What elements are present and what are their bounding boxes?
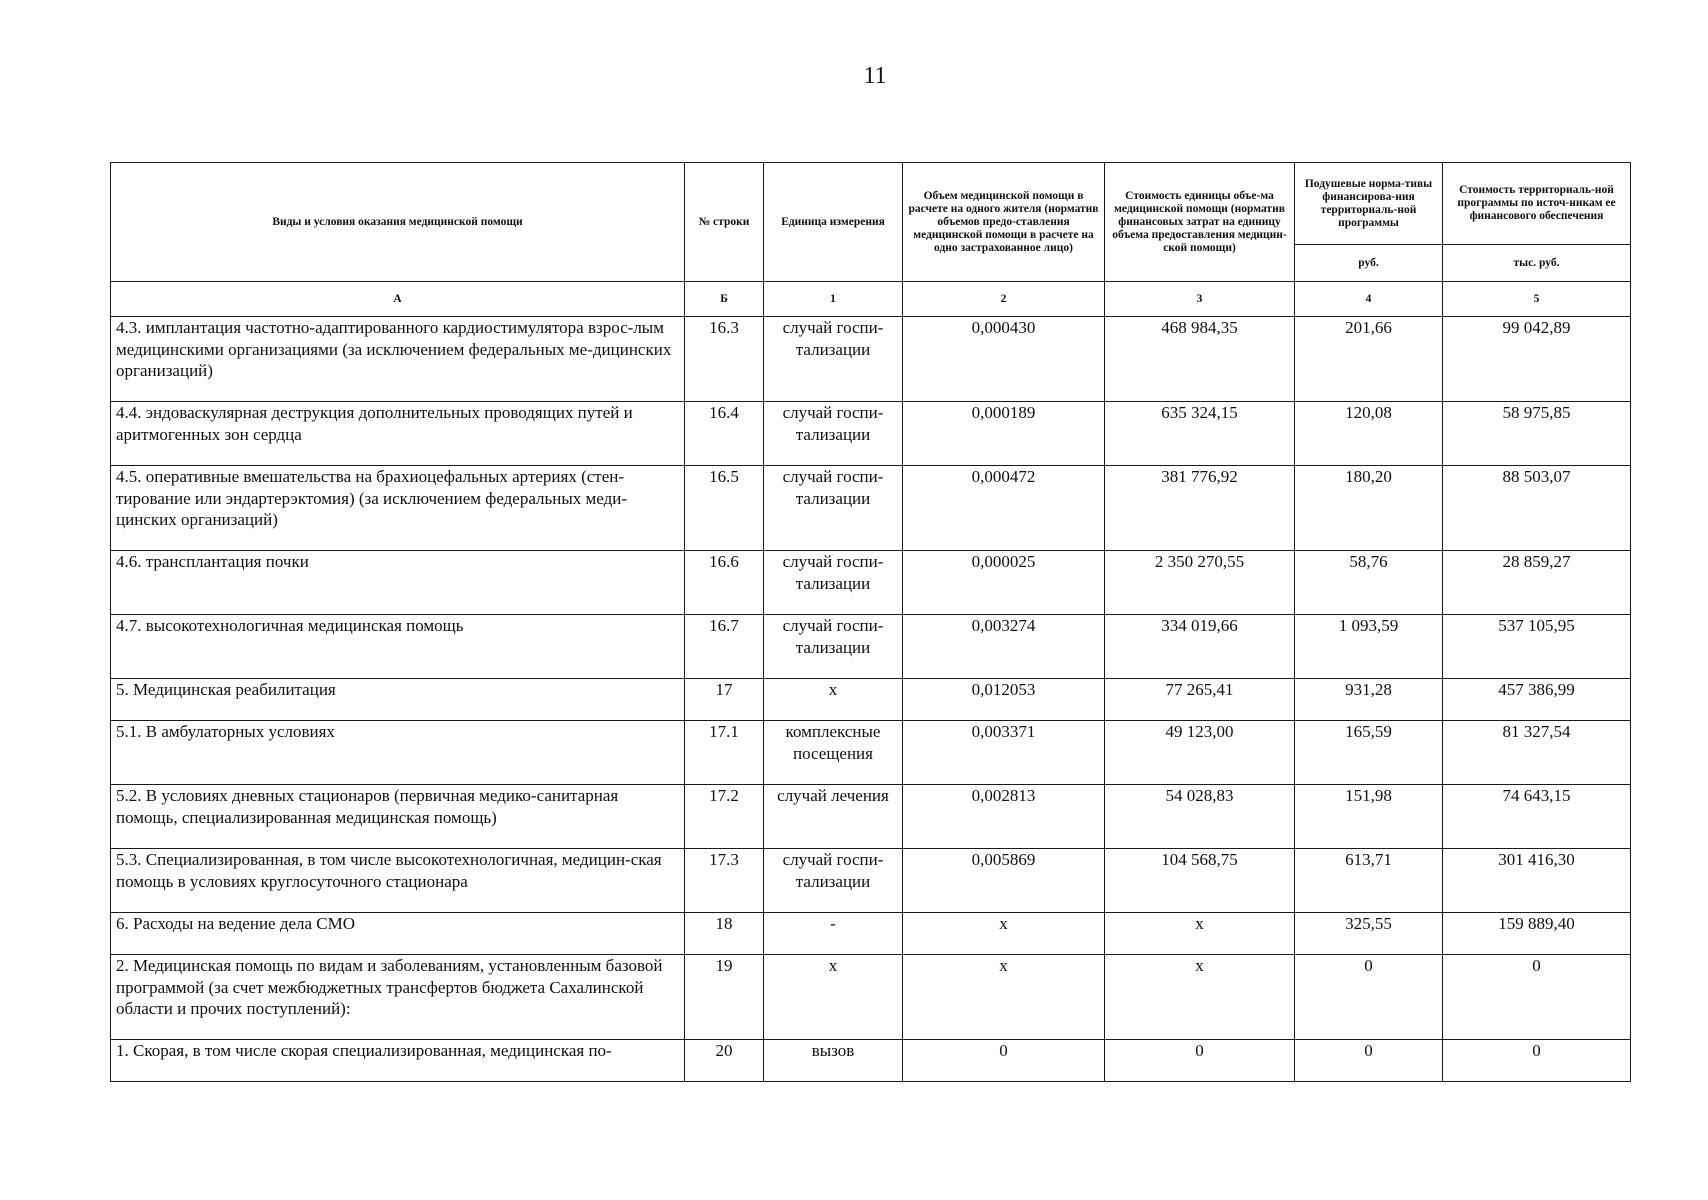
row-program-cost: 28 859,27 [1443,551,1631,615]
row-program-cost: 99 042,89 [1443,317,1631,402]
row-unit: вызов [764,1040,903,1082]
row-number: 17.2 [685,785,764,849]
row-cost: х [1105,955,1295,1040]
table-body [111,317,1631,1082]
row-per-capita: 613,71 [1295,849,1443,913]
row-unit: случай госпи-тализации [764,466,903,551]
row-cost: х [1105,913,1295,955]
row-program-cost: 301 416,30 [1443,849,1631,913]
column-index: 5 [1443,282,1631,317]
table-row [111,913,1631,955]
row-volume: 0,000189 [903,402,1105,466]
row-program-cost: 0 [1443,955,1631,1040]
row-unit: комплексные посещения [764,721,903,785]
row-name: 1. Скорая, в том числе скорая специализированная, медицинская по- [111,1040,685,1082]
table-row [111,615,1631,679]
row-unit: х [764,955,903,1040]
row-per-capita: 0 [1295,955,1443,1040]
row-cost: 468 984,35 [1105,317,1295,402]
row-volume: х [903,955,1105,1040]
table-row [111,785,1631,849]
table-row [111,721,1631,785]
row-name: 6. Расходы на ведение дела СМО [111,913,685,955]
row-program-cost: 74 643,15 [1443,785,1631,849]
row-number: 17.3 [685,849,764,913]
header-per-capita-unit: руб. [1295,245,1443,282]
row-number: 18 [685,913,764,955]
row-cost: 54 028,83 [1105,785,1295,849]
row-cost: 381 776,92 [1105,466,1295,551]
row-program-cost: 81 327,54 [1443,721,1631,785]
row-per-capita: 201,66 [1295,317,1443,402]
row-per-capita: 58,76 [1295,551,1443,615]
header-per-capita: Подушевые норма-тивы финансирова-ния территориаль-ной программы [1295,163,1443,245]
row-volume: 0,005869 [903,849,1105,913]
row-cost: 2 350 270,55 [1105,551,1295,615]
row-unit: случай госпи-тализации [764,402,903,466]
row-volume: 0,003274 [903,615,1105,679]
row-per-capita: 120,08 [1295,402,1443,466]
row-unit: случай госпи-тализации [764,317,903,402]
row-name: 5.2. В условиях дневных стационаров (первичная медико-санитарная помощь, специализированная медицинская помощь) [111,785,685,849]
table-row [111,679,1631,721]
row-program-cost: 457 386,99 [1443,679,1631,721]
row-number: 16.4 [685,402,764,466]
column-index: 2 [903,282,1105,317]
header-row-no: № строки [685,163,764,282]
header-kind: Виды и условия оказания медицинской помощи [111,163,685,282]
row-volume: 0,012053 [903,679,1105,721]
row-cost: 635 324,15 [1105,402,1295,466]
row-name: 2. Медицинская помощь по видам и заболеваниям, установленным базовой программой (за счет межбюджетных трансфертов бюджета Сахалинской области и прочих поступлений): [111,955,685,1040]
row-name: 4.3. имплантация частотно-адаптированного кардиостимулятора взрос-лым медицинскими организациями (за исключением федеральных ме-дицинских организаций) [111,317,685,402]
row-name: 5.1. В амбулаторных условиях [111,721,685,785]
table-row [111,955,1631,1040]
row-number: 20 [685,1040,764,1082]
row-number: 16.6 [685,551,764,615]
column-index: Б [685,282,764,317]
row-volume: 0,003371 [903,721,1105,785]
row-name: 4.6. трансплантация почки [111,551,685,615]
row-volume: 0,002813 [903,785,1105,849]
row-volume: 0,000025 [903,551,1105,615]
row-number: 17.1 [685,721,764,785]
page-number: 11 [863,63,887,89]
row-name: 5.3. Специализированная, в том числе высокотехнологичная, медицин-ская помощь в условиях круглосуточного стационара [111,849,685,913]
row-number: 19 [685,955,764,1040]
row-program-cost: 88 503,07 [1443,466,1631,551]
row-number: 16.5 [685,466,764,551]
header-unit: Единица измерения [764,163,903,282]
table-row [111,466,1631,551]
row-per-capita: 0 [1295,1040,1443,1082]
row-number: 16.3 [685,317,764,402]
row-unit: случай госпи-тализации [764,551,903,615]
row-per-capita: 325,55 [1295,913,1443,955]
row-per-capita: 180,20 [1295,466,1443,551]
row-cost: 49 123,00 [1105,721,1295,785]
financing-table [110,162,1631,1082]
row-number: 16.7 [685,615,764,679]
row-program-cost: 0 [1443,1040,1631,1082]
column-index: А [111,282,685,317]
row-program-cost: 159 889,40 [1443,913,1631,955]
row-unit: х [764,679,903,721]
row-unit: случай госпи-тализации [764,615,903,679]
column-index: 1 [764,282,903,317]
header-cost: Стоимость единицы объе-ма медицинской помощи (норматив финансовых затрат на единицу объема предоставления медицин-ской помощи) [1105,163,1295,282]
table-row [111,402,1631,466]
header-program-cost-unit: тыс. руб. [1443,245,1631,282]
table-row [111,317,1631,402]
table-header [111,163,1631,317]
row-name: 5. Медицинская реабилитация [111,679,685,721]
table-row [111,1040,1631,1082]
row-name: 4.5. оперативные вмешательства на брахиоцефальных артериях (стен-тирование или эндартерэктомия) (за исключением федеральных меди-цинских организаций) [111,466,685,551]
table-row [111,551,1631,615]
column-index-row [111,282,1631,317]
row-name: 4.4. эндоваскулярная деструкция дополнительных проводящих путей и аритмогенных зон сердца [111,402,685,466]
row-cost: 334 019,66 [1105,615,1295,679]
row-cost: 104 568,75 [1105,849,1295,913]
row-unit: - [764,913,903,955]
row-name: 4.7. высокотехнологичная медицинская помощь [111,615,685,679]
table-row [111,849,1631,913]
row-volume: 0,000472 [903,466,1105,551]
row-per-capita: 931,28 [1295,679,1443,721]
row-unit: случай лечения [764,785,903,849]
row-volume: 0,000430 [903,317,1105,402]
row-volume: х [903,913,1105,955]
row-number: 17 [685,679,764,721]
header-volume: Объем медицинской помощи в расчете на одного жителя (норматив объемов предо-ставления медицинской помощи в расчете на одно застрахованное лицо) [903,163,1105,282]
row-volume: 0 [903,1040,1105,1082]
row-per-capita: 151,98 [1295,785,1443,849]
row-per-capita: 1 093,59 [1295,615,1443,679]
row-unit: случай госпи-тализации [764,849,903,913]
row-cost: 77 265,41 [1105,679,1295,721]
column-index: 3 [1105,282,1295,317]
row-per-capita: 165,59 [1295,721,1443,785]
row-cost: 0 [1105,1040,1295,1082]
header-program-cost: Стоимость территориаль-ной программы по источ-никам ее финансового обеспечения [1443,163,1631,245]
row-program-cost: 537 105,95 [1443,615,1631,679]
column-index: 4 [1295,282,1443,317]
row-program-cost: 58 975,85 [1443,402,1631,466]
